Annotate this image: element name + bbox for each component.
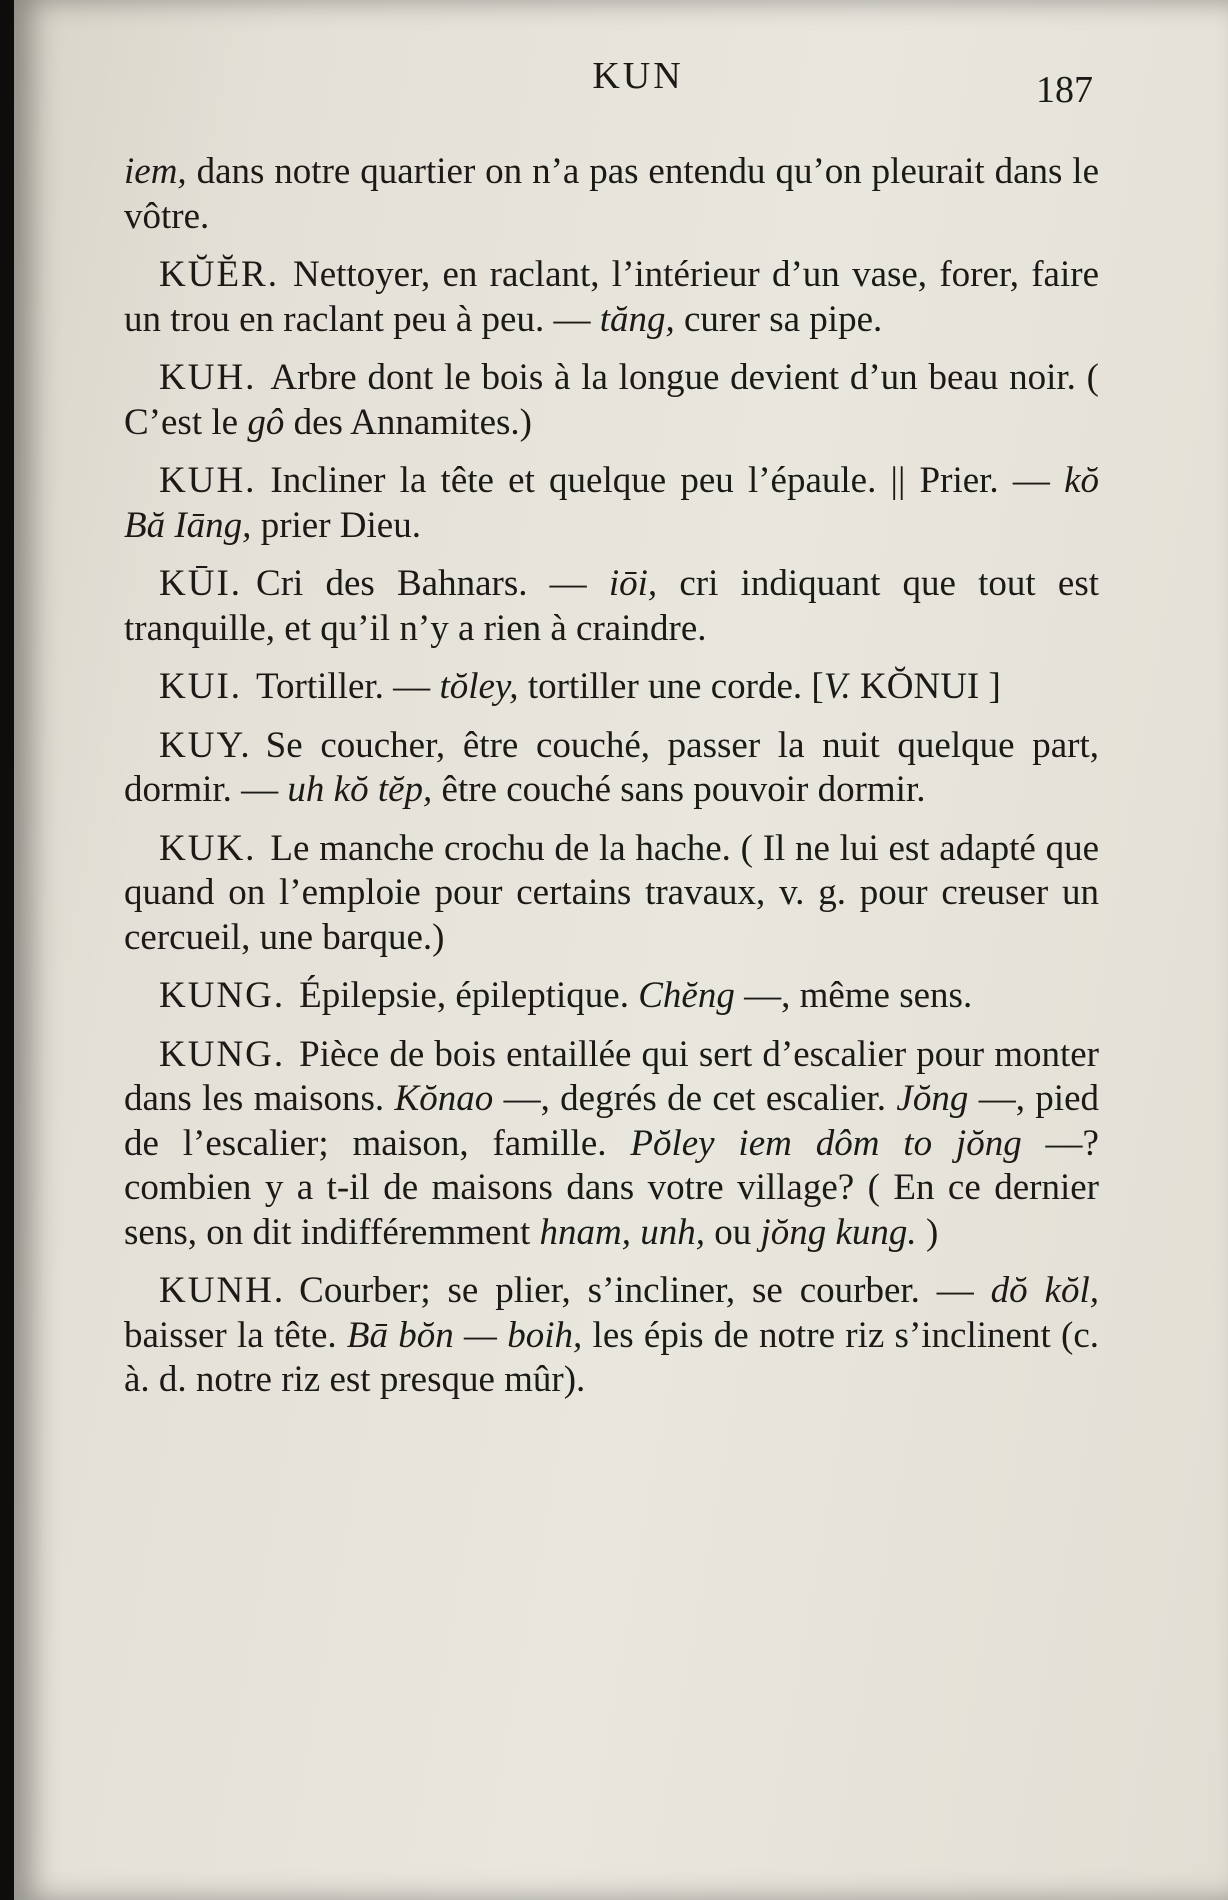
dictionary-entry xyxy=(124,356,1099,445)
dictionary-entry xyxy=(124,974,1099,1019)
entry-headword: KUNH. xyxy=(159,1270,286,1311)
entry-text: être couché sans pouvoir dormir. xyxy=(432,769,926,810)
entry-text: Arbre dont le bois à la longue devient d’un beau noir. ( C’est le xyxy=(124,357,1099,443)
dictionary-entry xyxy=(124,1269,1099,1403)
entry-text: Se coucher, être couché, passer la nuit quelque part, dormir. — xyxy=(124,724,1099,810)
entry-text: Courber; se plier, s’incliner, se courber. — xyxy=(299,1270,991,1311)
entry-text: —, degrés de cet escalier. xyxy=(493,1078,897,1119)
bahnar-term: Pŏley iem dôm to jŏng xyxy=(630,1122,1022,1164)
entry-text: cri indiquant que tout est tranquille, et qu’il n’y a rien à craindre. xyxy=(124,563,1099,649)
bahnar-term: hnam, unh, xyxy=(539,1211,705,1253)
entry-headword: KŪI. xyxy=(159,563,243,604)
entry-text: dans notre quartier on n’a pas entendu qu’on pleurait dans le vôtre. xyxy=(124,151,1099,237)
bahnar-term: V. xyxy=(823,666,851,707)
bahnar-term: uh kŏ tĕp, xyxy=(287,769,433,810)
entry-headword: KUH. xyxy=(159,460,257,501)
entry-text: Cri des Bahnars. — xyxy=(256,563,609,604)
book-binding-edge xyxy=(0,0,14,1900)
dictionary-entry xyxy=(124,562,1099,651)
dictionary-entry xyxy=(124,459,1099,548)
bahnar-term: iem, xyxy=(124,151,187,192)
entry-text: baisser la tête. xyxy=(124,1314,347,1356)
entry-headword: KUNG. xyxy=(159,975,286,1016)
bahnar-term: Bā bŏn — boih, xyxy=(346,1314,583,1356)
entry-headword: KUY. xyxy=(159,724,252,766)
entry-text: ou xyxy=(704,1211,761,1253)
entry-text: curer sa pipe. xyxy=(674,298,883,340)
bahnar-term: tăng, xyxy=(599,298,675,340)
bahnar-term: gô xyxy=(247,401,285,443)
entry-text: les épis de notre riz s’inclinent (c. à. d. notre riz est presque mûr). xyxy=(124,1314,1099,1400)
entry-text: ) xyxy=(916,1211,939,1253)
entry-text: tortiller une corde. [ xyxy=(518,666,824,707)
entry-headword: KUNG. xyxy=(159,1033,286,1075)
dictionary-entry xyxy=(124,1033,1099,1256)
dictionary-entry xyxy=(124,724,1099,813)
entry-text: —, pied de l’escalier; maison, famille. xyxy=(124,1078,1100,1164)
entry-text: KŎNUI ] xyxy=(850,666,1001,707)
bahnar-term: iōi, xyxy=(608,563,658,604)
entry-text: Pièce de bois entaillée qui sert d’escalier pour monter dans les maisons. xyxy=(124,1033,1099,1119)
bahnar-term: kŏ Bă Iāng, xyxy=(124,460,1099,546)
bahnar-term: Kŏnao xyxy=(394,1078,494,1119)
entry-headword: KUI. xyxy=(159,666,243,707)
entry-headword: KŬĔR. xyxy=(159,254,279,295)
bahnar-term: Jŏng xyxy=(896,1078,969,1119)
bahnar-term: Chĕng xyxy=(638,975,735,1016)
dictionary-entry xyxy=(124,253,1099,342)
entry-headword: KUK. xyxy=(159,827,257,869)
dictionary-page xyxy=(14,0,1228,1900)
entry-headword: KUH. xyxy=(159,357,257,398)
bahnar-term: jŏng kung. xyxy=(760,1211,917,1253)
bahnar-term: dŏ kŏl, xyxy=(990,1270,1099,1311)
dictionary-entry xyxy=(124,665,1099,710)
dictionary-entry xyxy=(124,827,1099,961)
entry-text: —, même sens. xyxy=(734,975,973,1016)
entry-text: Incliner la tête et quelque peu l’épaule. || Prier. — xyxy=(270,460,1065,501)
entry-text: des Annamites.) xyxy=(284,401,532,443)
entry-text: —? combien y a t-il de maisons dans votre village? ( En ce dernier sens, on dit indifféremment xyxy=(124,1122,1099,1253)
entry-continuation xyxy=(124,150,1099,239)
entry-text: Nettoyer, en raclant, l’intérieur d’un vase, forer, faire un trou en raclant peu à peu. — xyxy=(124,254,1099,340)
entry-text: Le manche crochu de la hache. ( Il ne lui est adapté que quand on l’emploie pour certains travaux, v. g. pour creuser un cercueil, une barque.) xyxy=(124,827,1099,958)
entries-text-block xyxy=(124,150,1099,1417)
entry-text: Tortiller. — xyxy=(256,666,440,707)
bahnar-term: tŏley, xyxy=(439,666,519,707)
running-title: KUN xyxy=(592,55,684,97)
entry-text: Épilepsie, épileptique. xyxy=(299,975,639,1016)
page-number: 187 xyxy=(1036,69,1093,111)
entry-text: prier Dieu. xyxy=(251,504,421,546)
